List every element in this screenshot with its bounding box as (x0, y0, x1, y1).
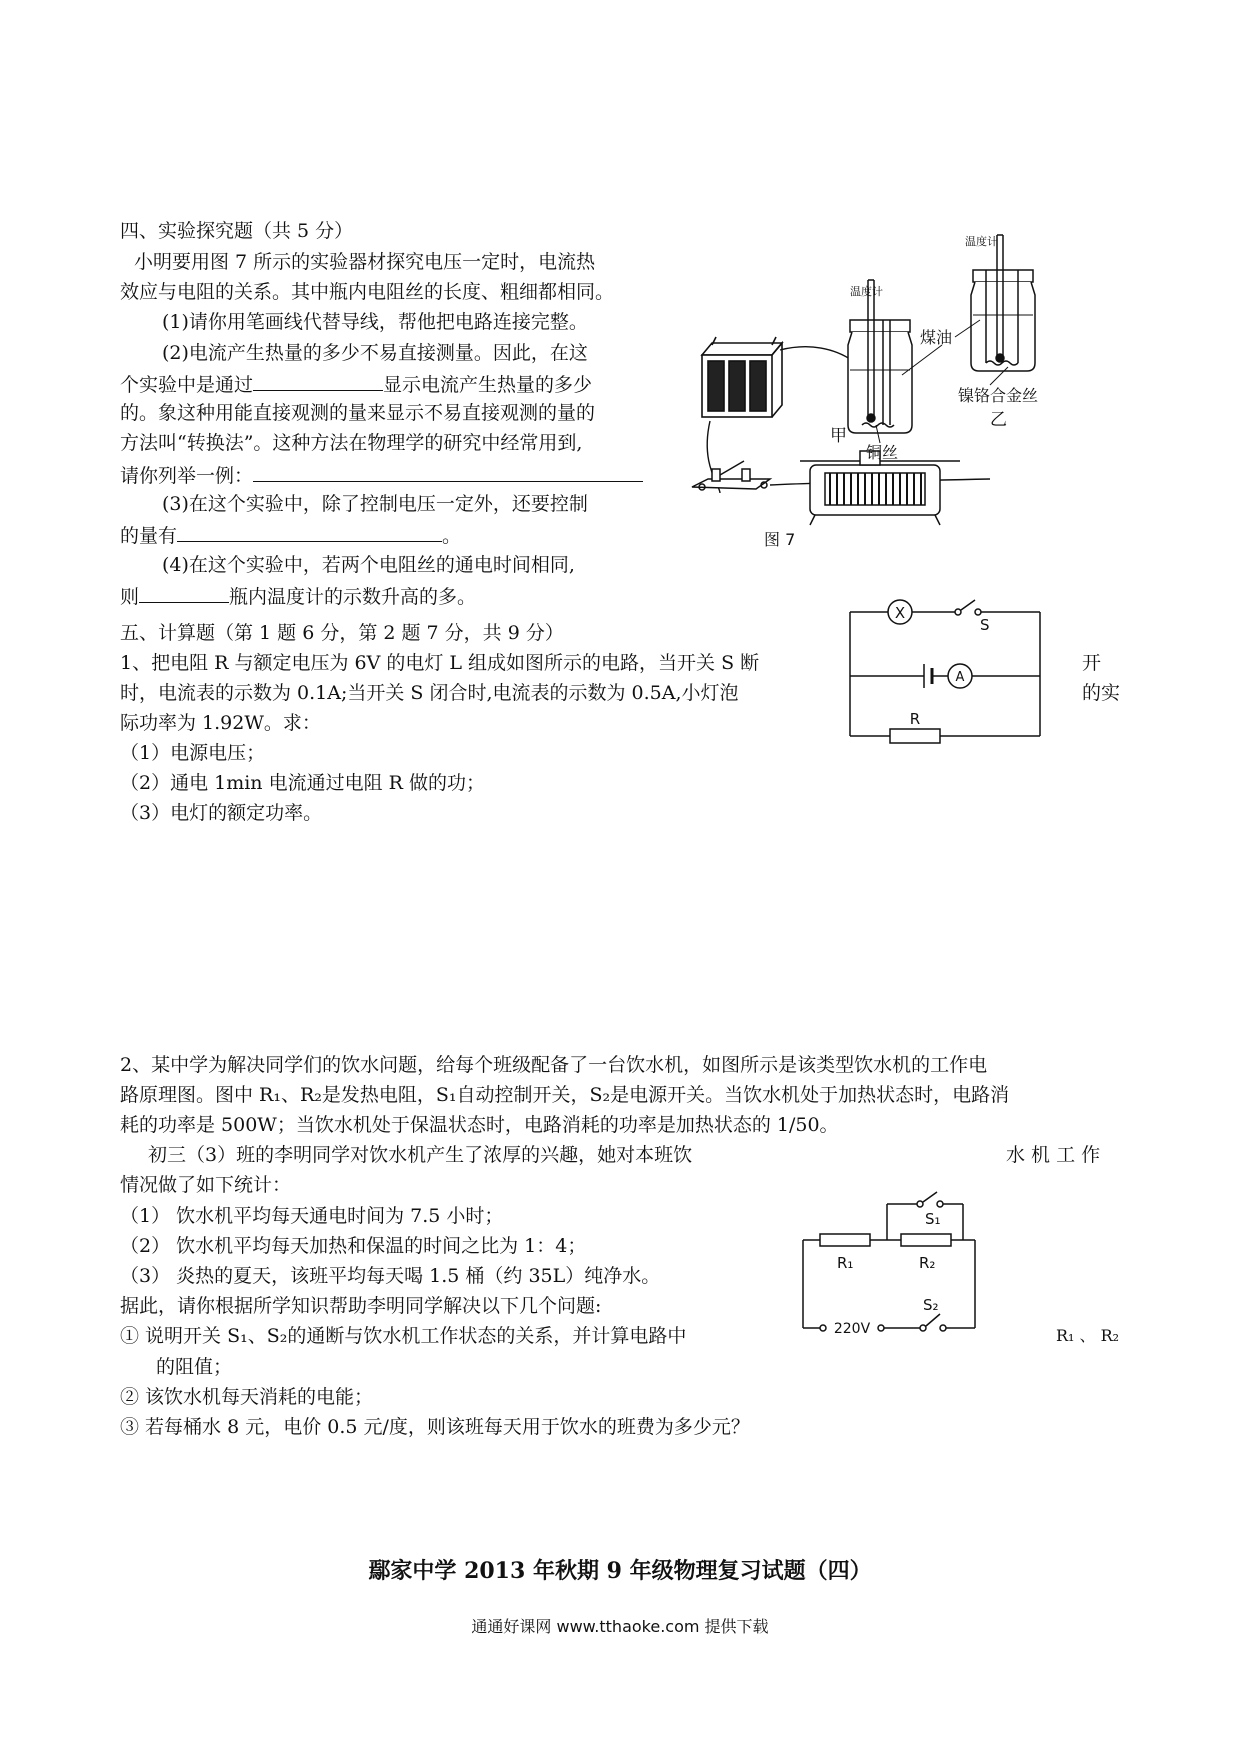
section5-q2-text: 路原理图。图中 R₁、R₂是发热电阻，S₁自动控制开关，S₂是电源开关。当饮水机处于加热状态时，电路消 (120, 1084, 1010, 1106)
nichrome-label: 镍铬合金丝 (958, 386, 1039, 405)
resistor-r2-label: R₂ (919, 1254, 936, 1272)
section4-text: 方法叫“转换法”。这种方法在物理学的研究中经常用到, (120, 432, 583, 454)
section5-q2-item-2: （2） 饮水机平均每天加热和保温的时间之比为 1：4； (120, 1235, 587, 1257)
section5-q1-text: 时，电流表的示数为 0.1A;当开关 S 闭合时,电流表的示数为 0.5A,小灯泡 (120, 682, 739, 704)
answer-blank[interactable] (177, 519, 442, 542)
section5-q2-question-2: ② 该饮水机每天消耗的电能； (120, 1386, 374, 1408)
answer-blank[interactable] (139, 580, 229, 603)
section5-heading: 五、计算题（第 1 题 6 分，第 2 题 7 分，共 9 分） (120, 622, 564, 644)
text: 瓶内温度计的示数升高的多。 (229, 586, 477, 608)
ammeter-icon (948, 664, 972, 688)
section4-question-4-blank-line (120, 580, 476, 612)
section4-text: 的。象这种用能直接观测的量来显示不易直接观测的量的 (120, 402, 596, 424)
kerosene-label: 煤油 (920, 328, 953, 347)
jar-jia-label: 甲 (830, 426, 847, 446)
section5-q2-question-1: ① 说明开关 S₁、S₂的通断与饮水机工作状态的关系，并计算电路中 (120, 1325, 687, 1347)
section4-question-1: (1)请你用笔画线代替导线，帮他把电路连接完整。 (162, 311, 588, 333)
ammeter-label: A (955, 670, 965, 685)
section5-q2-question-1-tail: R₁ 、 R₂ (1056, 1326, 1120, 1345)
switch-s2-label: S₂ (923, 1296, 939, 1314)
circuit-diagram-1 (840, 596, 1050, 746)
section4-question-3: (3)在这个实验中，除了控制电压一定外，还要控制 (162, 493, 588, 515)
section5-q1-sub-1: （1）电源电压； (120, 742, 266, 764)
section4-text: 效应与电阻的关系。其中瓶内电阻丝的长度、粗细都相同。 (120, 281, 615, 303)
section5-q2-question-3: ③ 若每桶水 8 元，电价 0.5 元/度，则该班每天用于饮水的班费为多少元？ (120, 1416, 750, 1438)
text: 个实验中是通过 (120, 374, 254, 396)
section4-question-2: (2)电流产生热量的多少不易直接测量。因此，在这 (162, 342, 588, 364)
resistor-label: R (909, 710, 921, 728)
jar-yi-label: 乙 (990, 410, 1007, 430)
section5-q1-text-tail: 开 (1082, 652, 1102, 674)
voltage-label: 220V (833, 1321, 871, 1337)
section4-question-2-blank-line (120, 368, 592, 400)
section5-q2-item-3: （3） 炎热的夏天，该班平均每天喝 1.5 桶（约 35L）纯净水。 (120, 1265, 661, 1287)
text: 请你列举一例： (120, 465, 254, 487)
text: 的量有 (120, 525, 178, 547)
section4-heading: 四、实验探究题（共 5 分） (120, 220, 354, 242)
section4-text: 小明要用图 7 所示的实验器材探究电压一定时，电流热 (134, 251, 596, 273)
thermometer-label: 温度计 (850, 285, 883, 298)
copper-label: 铜丝 (866, 443, 899, 462)
text: 。 (442, 525, 462, 547)
rheostat-icon (800, 451, 960, 525)
lamp-label: X (894, 604, 906, 622)
section5-q2-text: 据此，请你根据所学知识帮助李明同学解决以下几个问题: (120, 1295, 602, 1317)
answer-blank[interactable] (253, 459, 643, 482)
jar-jia-icon (848, 280, 912, 433)
page-title: 鄢家中学 2013 年秋期 9 年级物理复习试题（四） (368, 1558, 872, 1584)
section5-q1-sub-3: （3）电灯的额定功率。 (120, 802, 323, 824)
section5-q2-item-1: （1） 饮水机平均每天通电时间为 7.5 小时； (120, 1205, 504, 1227)
figure-caption: 图 7 (764, 530, 796, 549)
section5-q1-text: 1、把电阻 R 与额定电压为 6V 的电灯 L 组成如图所示的电路，当开关 S 断 (120, 652, 760, 674)
knife-switch-icon (692, 461, 770, 490)
answer-blank[interactable] (253, 368, 383, 391)
figure-7-apparatus (690, 225, 1070, 555)
footer-credit: 通通好课网 www.tthaoke.com 提供下载 (471, 1617, 769, 1636)
thermometer-label: 温度计 (965, 235, 998, 248)
section5-q2-text: 耗的功率是 500W；当饮水机处于保温状态时，电路消耗的功率是加热状态的 1/50。 (120, 1114, 839, 1136)
jar-yi-icon (971, 235, 1035, 371)
section5-q2-text: 初三（3）班的李明同学对饮水机产生了浓厚的兴趣，她对本班饮 (148, 1144, 693, 1166)
switch-label: S (980, 616, 990, 634)
section4-question-4: (4)在这个实验中，若两个电阻丝的通电时间相同, (162, 554, 575, 576)
text: 显示电流产生热量的多少 (383, 374, 593, 396)
resistor-r1-label: R₁ (837, 1254, 854, 1272)
section5-q1-text-tail: 的实 (1082, 682, 1121, 704)
section5-q2-question-1-cont: 的阻值； (156, 1356, 233, 1378)
battery-icon (702, 337, 782, 417)
lamp-icon (888, 600, 912, 624)
section5-q1-sub-2: （2）通电 1min 电流通过电阻 R 做的功； (120, 772, 485, 794)
section5-q2-text-tail: 水 机 工 作 (1006, 1144, 1101, 1166)
section4-example-line (120, 459, 643, 491)
section5-q2-text: 2、某中学为解决同学们的饮水问题，给每个班级配备了一台饮水机，如图所示是该类型饮水机的工作电 (120, 1054, 988, 1076)
section5-q2-text: 情况做了如下统计： (120, 1174, 292, 1196)
circuit-diagram-2 (795, 1188, 995, 1338)
switch-s1-label: S₁ (925, 1210, 941, 1228)
section5-q1-text: 际功率为 1.92W。求： (120, 712, 321, 734)
section4-question-3-blank-line (120, 519, 461, 551)
text: 则 (120, 586, 140, 608)
